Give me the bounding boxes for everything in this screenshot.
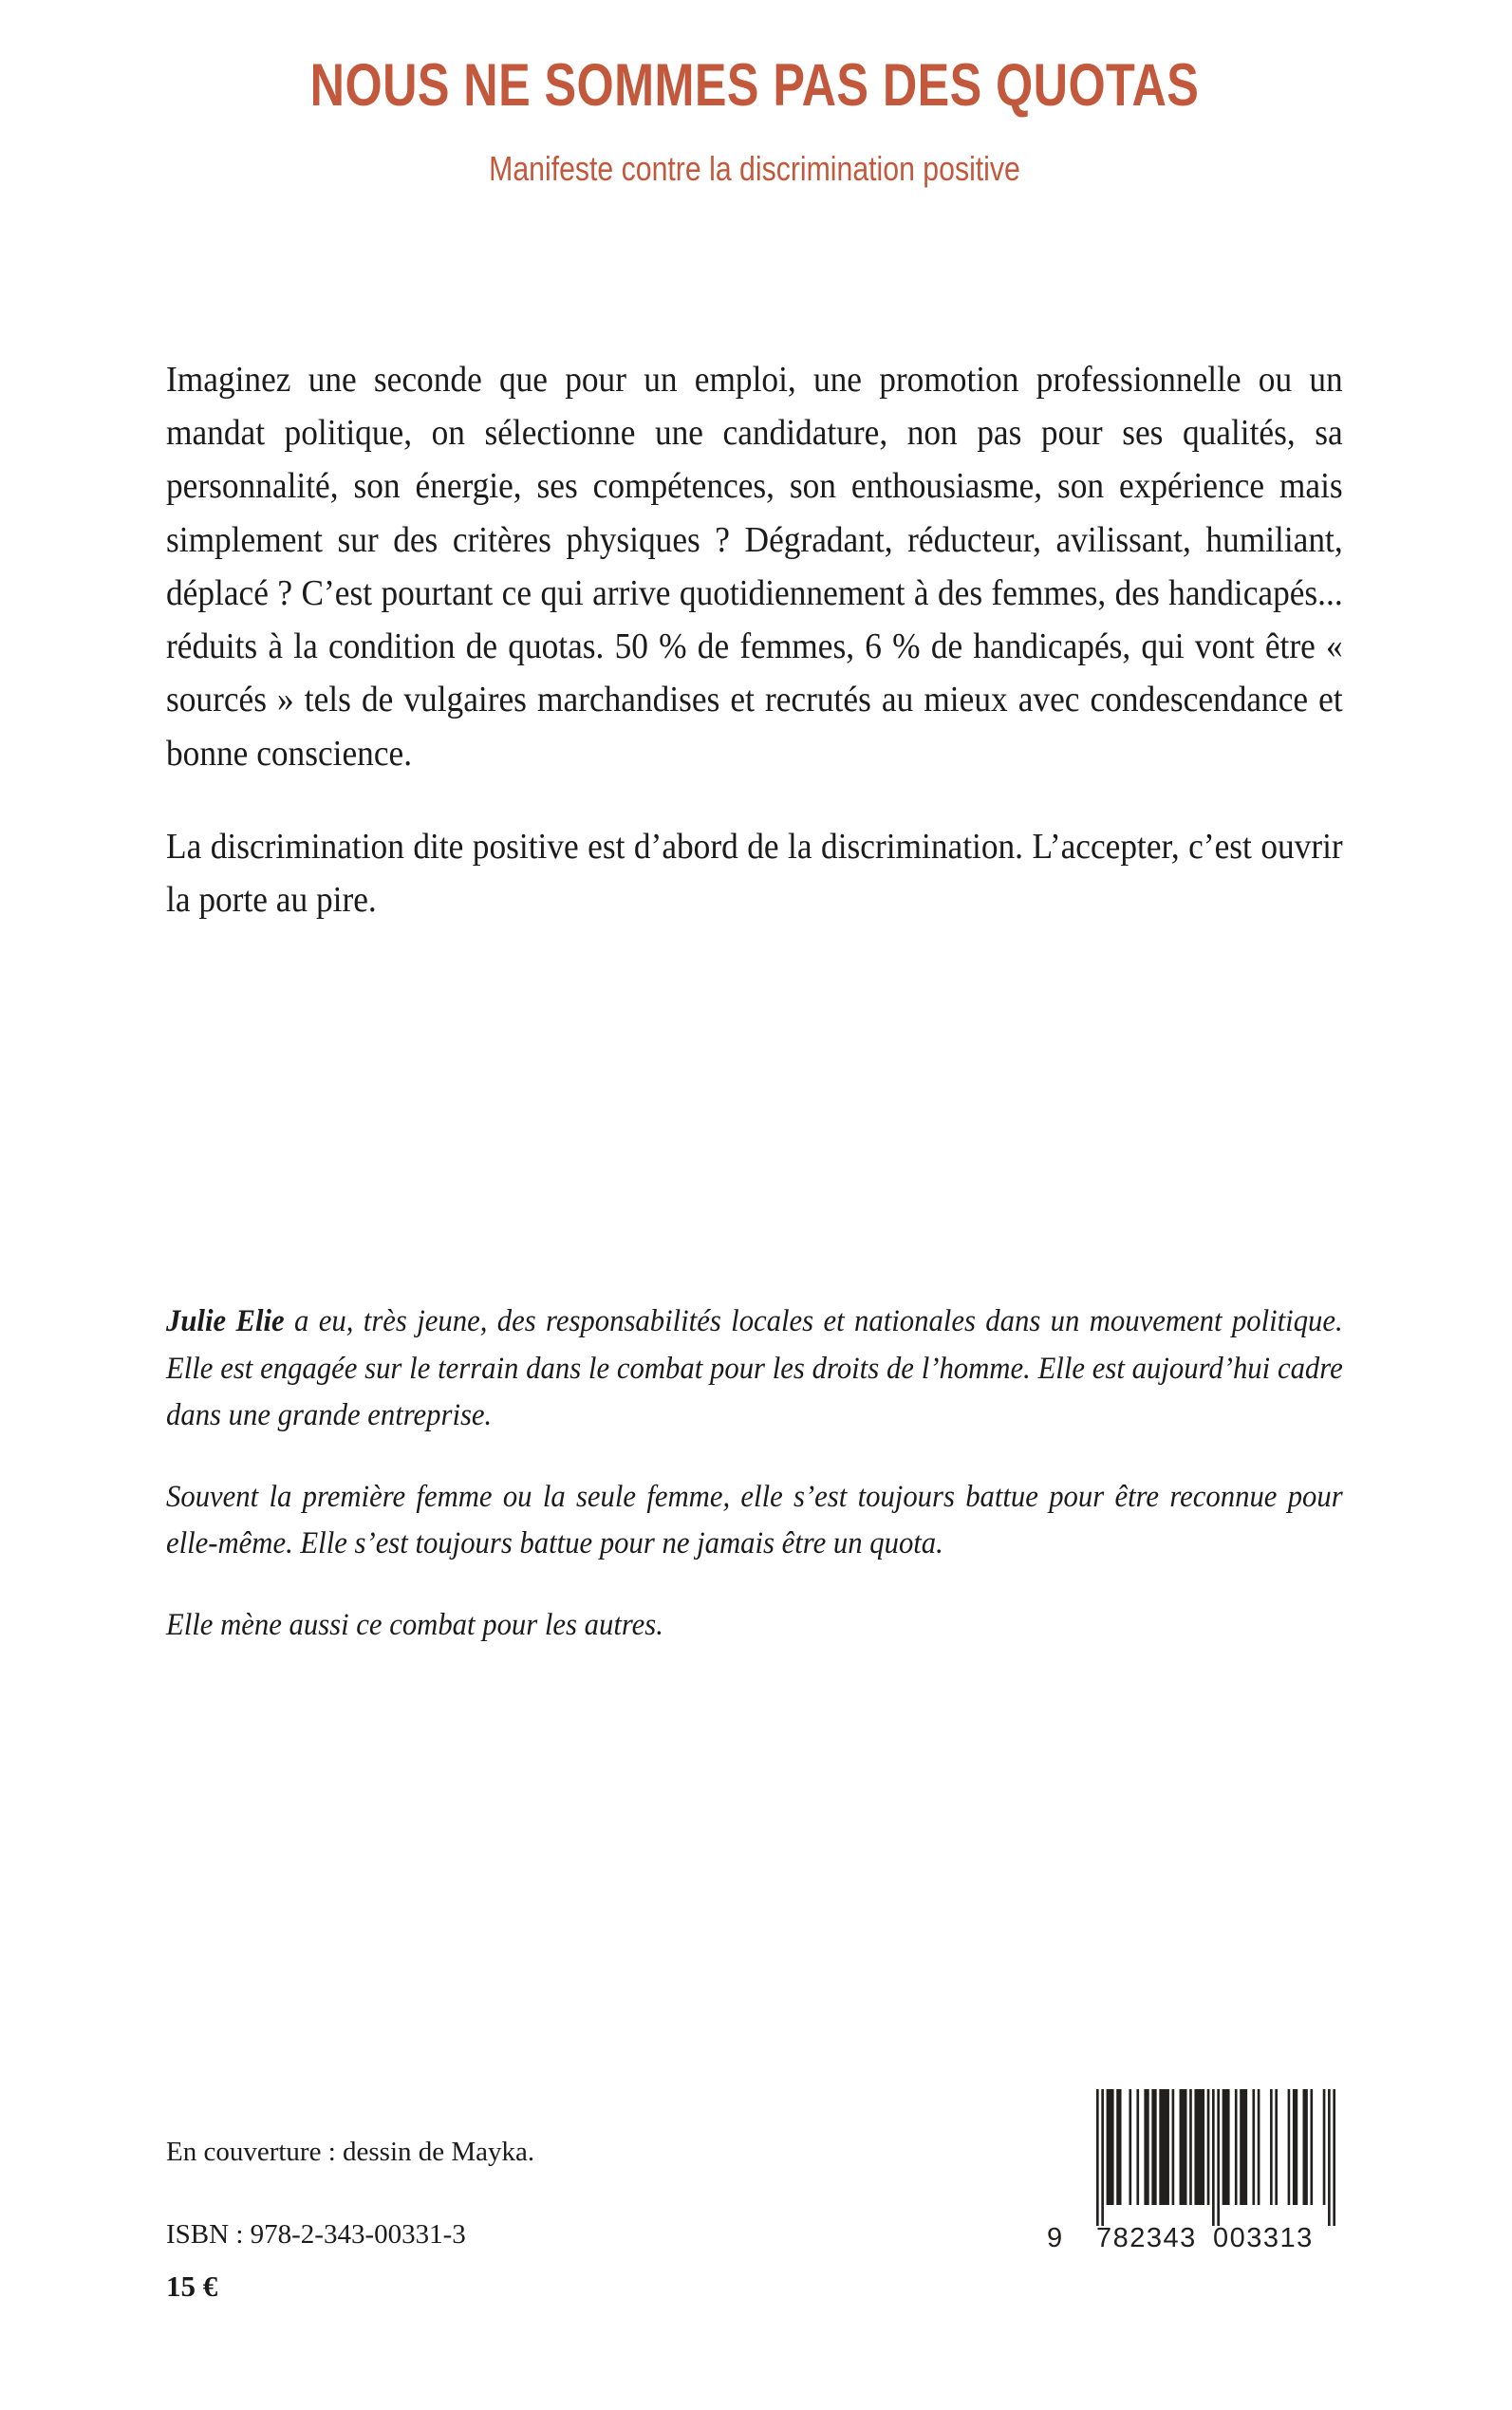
barcode-digit-left: 9 — [1047, 2223, 1064, 2252]
isbn-line: ISBN : 978-2-343-00331-3 — [166, 2219, 466, 2251]
title-block — [166, 52, 1343, 189]
bio-paragraph-2: Souvent la première femme ou la seule femme, elle s’est toujours battue pour être reconnue pour elle-même. Elle s’est toujours battue pour ne jamais être un quota. — [166, 1479, 1343, 1560]
price-label: 15 € — [166, 2270, 218, 2304]
bio-paragraph-1 — [166, 1298, 1343, 1440]
page-title: NOUS NE SOMMES PAS DES QUOTAS — [309, 52, 1200, 119]
bio-paragraph-3: Elle mène aussi ce combat pour les autres. — [166, 1607, 663, 1642]
page-subtitle: Manifeste contre la discrimination positive — [489, 149, 1020, 189]
bio-paragraph-1-rest: a eu, très jeune, des responsabilités locales et nationales dans un mouvement politique. Elle est engagée sur le terrain dans le combat pour les droits de l’homme. Elle est aujourd’hui cadre dans une grande entreprise. — [166, 1304, 1343, 1432]
barcode — [1039, 2063, 1343, 2252]
blurb-paragraph-1: Imaginez une seconde que pour un emploi, une promotion professionnelle ou un mandat politique, on sélectionne une candidature, non pas pour ses qualités, sa personnalité, son énergie, ses compétences, son enthousiasme, son expérience mais simplement sur des critères physiques ? Dégradant, réducteur, avilissant, humiliant, déplacé ? C’est pourtant ce qui arrive quotidiennement à des femmes, des handicapés... réduits à la condition de quotas. 50 % de femmes, 6 % de handicapés, qui vont être « sourcés » tels de vulgaires marchandises et recrutés au mieux avec condescendance et bonne conscience. — [166, 360, 1343, 774]
footer-left-column — [166, 2134, 887, 2307]
barcode-digits-middle: 782343 — [1096, 2223, 1197, 2252]
author-name: Julie Elie — [166, 1304, 285, 1338]
blurb-paragraph-2: La discrimination dite positive est d’abord de la discrimination. L’accepter, c’est ouvrir la porte au pire. — [166, 826, 1343, 921]
cover-credit: En couverture : dessin de Mayka. — [166, 2137, 535, 2167]
blurb-text-block — [166, 353, 1343, 926]
barcode-digits-right: 003313 — [1213, 2223, 1314, 2252]
barcode-icon — [1039, 2063, 1343, 2252]
author-bio-block — [166, 1298, 1343, 1649]
